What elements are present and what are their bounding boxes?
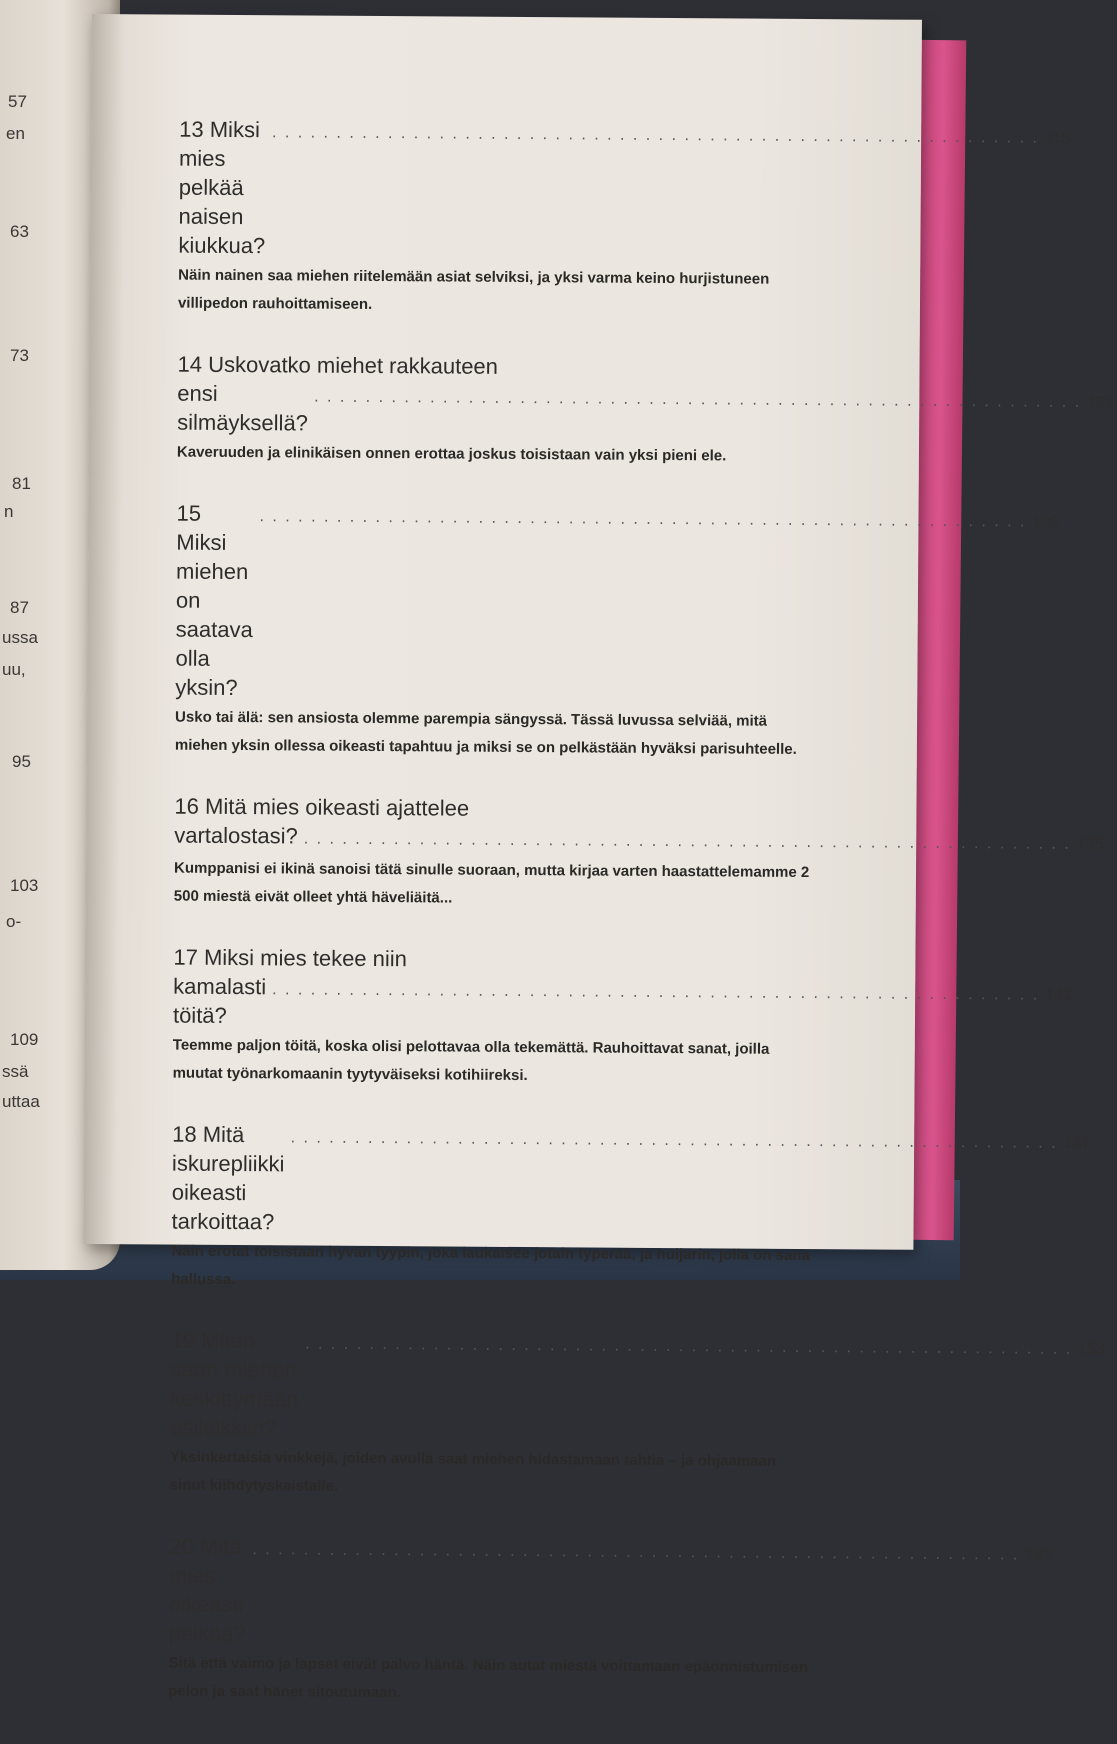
left-page-fragment: o- [6, 912, 22, 931]
toc-entry-description: Usko tai älä: sen ansiosta olemme parempia sängyssä. Tässä luvussa selviää, mitä miehen yksin ollessa oikeasti tapahtuu ja miksi se on pelkästään hyväksi parisuhteelle. [174, 708, 797, 758]
toc-entry-title-line [170, 1326, 1105, 1446]
left-page-fragment: ssä [2, 1062, 29, 1081]
toc-entry-description: Näin nainen saa miehen riitelemään asiat selviksi, ja yksi varma keino hurjistuneen villipedon rauhoittamiseen. [177, 266, 770, 313]
toc-entry-title-line [172, 972, 1072, 1034]
toc-entry [172, 943, 1072, 1092]
toc-entry-title: vartalostasi? [174, 822, 298, 849]
table-of-contents [168, 115, 1114, 1742]
toc-entry-title: 16 Mitä mies oikeasti ajattelee [174, 793, 470, 821]
dot-leader: . . . . . . . . . . . . . . . . . . . . . . . . . . . . . . . . . . . . . . . . . . . . . . . . . . . . . . . . . . . . [271, 124, 1040, 147]
toc-entry-title-line [171, 1120, 1091, 1240]
toc-entry [168, 1532, 1053, 1710]
dot-leader: . . . . . . . . . . . . . . . . . . . . . . . . . . . . . . . . . . . . . . . . . . . . . . . . . . . . . . . . . . . . [252, 1541, 1020, 1564]
toc-entry-description: Kumppanisi ei ikinä sanoisi tätä sinulle suoraan, mutta kirjaa varten haastattelemamme 2 500 miestä eivät olleet yhtä häveliäitä... [173, 859, 810, 907]
toc-entry-title: ensi silmäyksellä? [177, 380, 309, 436]
toc-entry-page-number: 153 [1078, 1340, 1105, 1359]
toc-entry-title: 20 Mitä mies oikeasti pelkää? [168, 1533, 246, 1647]
toc-entry-title-line [173, 943, 813, 976]
left-page-fragment: 87 [10, 598, 29, 617]
toc-entry-title: 15 Miksi miehen on saatava olla yksin? [175, 500, 253, 701]
toc-entry [177, 115, 1071, 322]
toc-entry-title: 17 Miksi mies tekee niin [173, 944, 408, 972]
toc-entry-page-number: 135 [1076, 835, 1104, 854]
toc-entry-description: Sitä että vaimo ja lapset eivät palvo häntä. Näin autat miestä voittamaan epäonnistumisen pelon ja saat hänet sitoutumaan. [168, 1654, 808, 1702]
left-page-fragment: 103 [10, 876, 39, 895]
left-page-fragment: 73 [10, 346, 29, 365]
toc-entry-title-line [177, 379, 1114, 441]
dot-leader: . . . . . . . . . . . . . . . . . . . . . . . . . . . . . . . . . . . . . . . . . . . . . . . . . . . . . . . . . . . . [272, 981, 1040, 1004]
left-page-fragment: 63 [10, 222, 29, 241]
toc-entry [176, 350, 1114, 471]
toc-entry-description: Näin erotat toisistaan hyvän tyypin, joka laukaisee jotain typerää, ja huijarin, jolla on sana hallussa. [171, 1242, 810, 1289]
left-page-fragment: 57 [8, 92, 27, 111]
toc-entry-page-number: 129 [1032, 513, 1060, 531]
left-page-fragment: 109 [10, 1030, 39, 1049]
toc-entry-page-number: 121 [1087, 393, 1114, 412]
dot-leader: . . . . . . . . . . . . . . . . . . . . . . . . . . . . . . . . . . . . . . . . . . . . . . . . . . . . . . . . . . . . [290, 1129, 1058, 1152]
left-page-fragment: uu, [2, 660, 26, 679]
toc-entry-page-number: 163 [1025, 1546, 1053, 1564]
toc-entry-description: Kaveruuden ja elinikäisen onnen erottaa joskus toisistaan vain yksi pieni ele. [176, 443, 727, 465]
toc-entry [169, 1326, 1105, 1504]
toc-entry [173, 792, 1104, 915]
toc-entry [171, 1120, 1091, 1298]
toc-entry-title: 14 Uskovatko miehet rakkauteen [177, 351, 499, 379]
dot-leader: . . . . . . . . . . . . . . . . . . . . . . . . . . . . . . . . . . . . . . . . . . . . . . . . . . . . . . . . . . . . [259, 508, 1027, 531]
toc-entry-title-line [175, 499, 1060, 706]
left-page-fragment: uttaa [2, 1092, 40, 1111]
toc-entry-title: 13 Miksi mies pelkää naisen kiukkua? [178, 116, 266, 259]
toc-entry-title: 19 Miten saan miehen keskittymään esileikkiin? [170, 1327, 299, 1441]
toc-entry-title-line [178, 115, 1071, 264]
dot-leader: . . . . . . . . . . . . . . . . . . . . . . . . . . . . . . . . . . . . . . . . . . . . . . . . . . . . . . . . . . . . [305, 1335, 1073, 1358]
right-page [83, 14, 1114, 1702]
toc-entry-title: kamalasti töitä? [172, 973, 267, 1028]
toc-entry-page-number: 147 [1063, 1134, 1091, 1152]
left-page-fragment: 95 [12, 752, 31, 771]
toc-entry-description: Teemme paljon töitä, koska olisi pelottavaa olla tekemättä. Rauhoittavat sanat, joilla muutat työnarkomaanin tyytyväiseksi kotihiireksi. [172, 1036, 770, 1085]
toc-entry-title-line [174, 792, 814, 825]
toc-entry-title-line [174, 821, 1104, 857]
left-page-fragment: en [6, 124, 25, 143]
toc-entry-description: Yksinkertaisia vinkkejä, joiden avulla saat miehen hidastamaan tahtia – ja ohjaamaan sinut kiihdytyskaistalle. [169, 1448, 777, 1495]
toc-entry-title-line [177, 350, 817, 383]
dot-leader: . . . . . . . . . . . . . . . . . . . . . . . . . . . . . . . . . . . . . . . . . . . . . . . . . . . . . . . . . . . . [314, 388, 1082, 411]
left-page-fragment: n [4, 502, 14, 521]
toc-entry-page-number: 141 [1045, 986, 1072, 1004]
toc-entry-title: 18 Mitä iskurepliikki oikeasti tarkoittaa? [171, 1121, 285, 1235]
left-page-fragment: ussa [2, 628, 38, 647]
left-page-fragment: 81 [12, 474, 31, 493]
toc-entry-page-number: 115 [1044, 129, 1071, 147]
toc-entry-title-line [168, 1532, 1053, 1652]
toc-entry [174, 499, 1060, 764]
dot-leader: . . . . . . . . . . . . . . . . . . . . . . . . . . . . . . . . . . . . . . . . . . . . . . . . . . . . . . . . . . . . [303, 830, 1071, 853]
